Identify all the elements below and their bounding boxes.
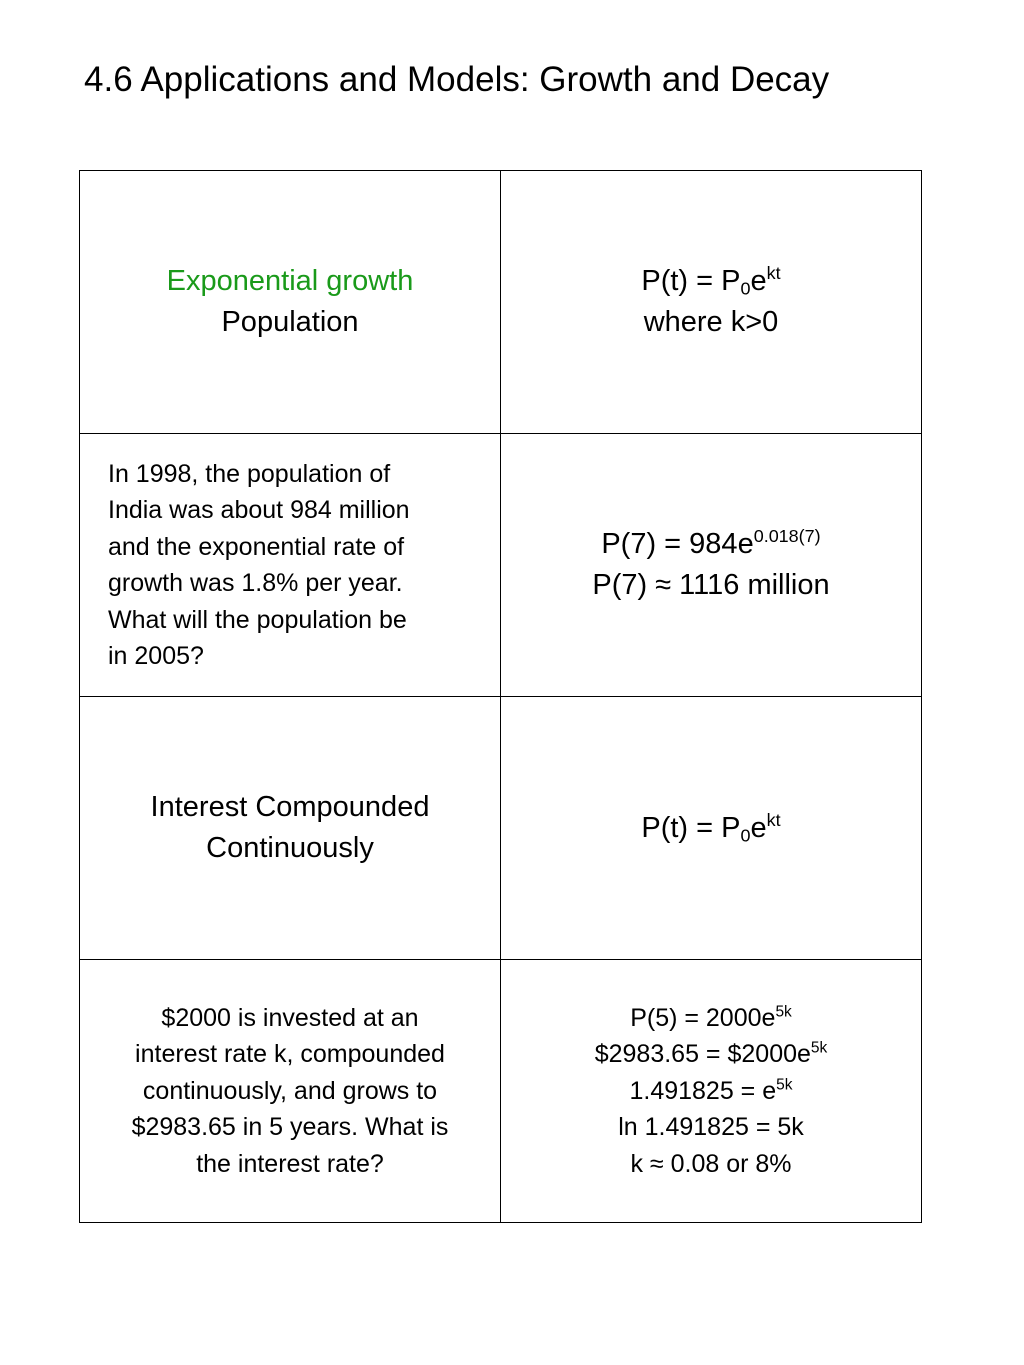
content-table xyxy=(79,170,922,1223)
solution-step: ln 1.491825 = 5k xyxy=(618,1113,804,1142)
concept-subtitle: Population xyxy=(221,306,359,338)
formula-condition: where k>0 xyxy=(643,306,779,338)
problem-line: $2983.65 in 5 years. What is xyxy=(131,1113,449,1142)
formula-cell-interest xyxy=(501,697,922,960)
problem-line: What will the population be xyxy=(108,605,407,634)
concept-cell-continuous-interest xyxy=(80,697,501,960)
problem-line: India was about 984 million xyxy=(108,496,410,524)
solution-step: $P(5) = 2000e^{5k}$ xyxy=(630,1003,792,1032)
problem-line: continuously, and grows to xyxy=(142,1076,438,1105)
table-row xyxy=(80,434,922,697)
problem-cell-investment xyxy=(80,960,501,1223)
problem-line: in 2005? xyxy=(108,642,204,670)
concept-subtitle: Continuously xyxy=(206,832,374,864)
formula-cell-growth xyxy=(501,171,922,434)
solution-result: P(7) ≈ 1116 million xyxy=(592,569,830,601)
problem-cell-india-population xyxy=(80,434,501,697)
table-row xyxy=(80,697,922,960)
problem-line: $2000 is invested at an xyxy=(161,1003,419,1032)
interest-formula: $P(t) = P_0e^{kt}$ xyxy=(641,809,781,845)
concept-title: Interest Compounded xyxy=(150,791,430,823)
solution-step: $2983.65 = $\$2000e^{5k}$ xyxy=(594,1039,828,1069)
solution-cell-investment xyxy=(501,960,922,1223)
problem-line: interest rate k, compounded xyxy=(135,1040,445,1069)
concept-cell-exponential-growth xyxy=(80,171,501,434)
solution-cell-india-population xyxy=(501,434,922,697)
solution-result: k ≈ 0.08 or 8% xyxy=(630,1149,792,1178)
problem-line: the interest rate? xyxy=(196,1149,384,1178)
solution-step: $1.491825 = e^{5k}$ xyxy=(629,1076,793,1105)
solution-equation: $P(7) = 984e^{0.018(7)}$ xyxy=(601,525,821,560)
problem-line: In 1998, the population of xyxy=(108,459,391,488)
problem-line: and the exponential rate of xyxy=(108,532,405,561)
page-title: 4.6 Applications and Models: Growth and Decay xyxy=(84,60,830,99)
growth-formula: $P(t) = P_0e^{kt}$ xyxy=(641,262,781,299)
concept-title: Exponential growth xyxy=(166,265,414,297)
table-row xyxy=(80,960,922,1223)
table-row xyxy=(80,171,922,434)
problem-line: growth was 1.8% per year. xyxy=(108,569,403,597)
